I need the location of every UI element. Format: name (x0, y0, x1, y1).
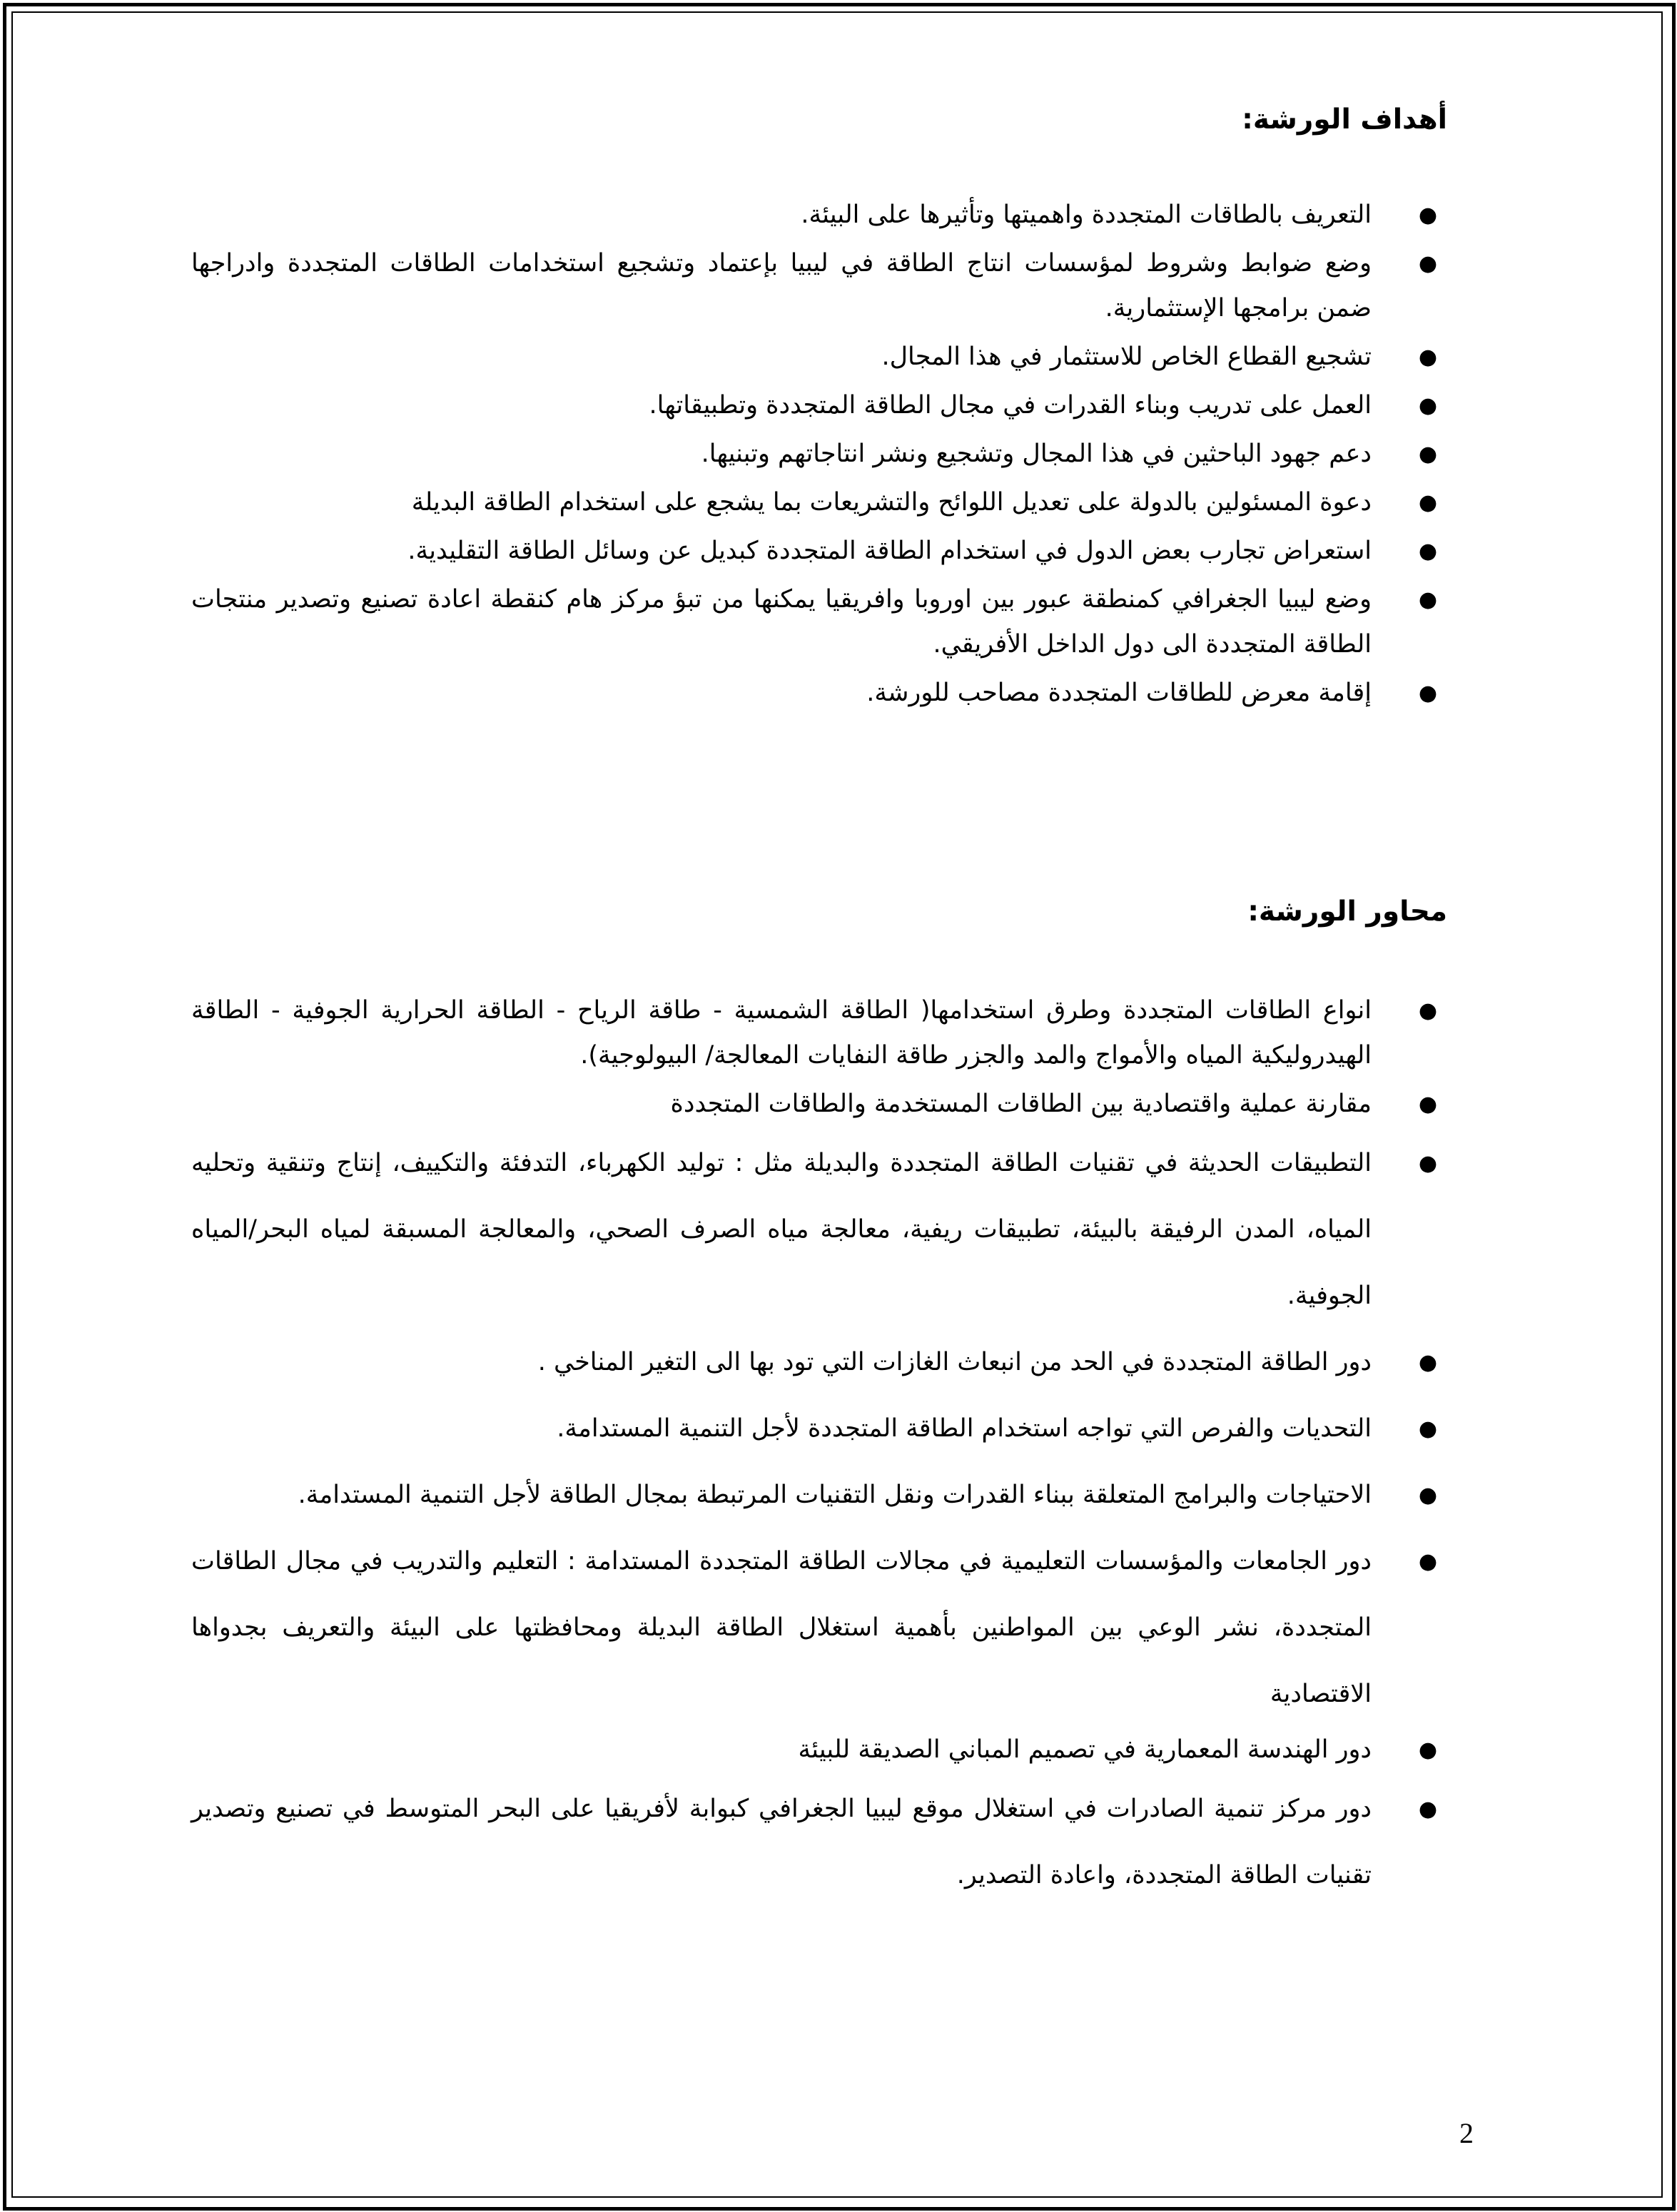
list-item (191, 480, 1447, 525)
bullet-icon: ● (1418, 587, 1437, 612)
list-item (191, 1082, 1447, 1127)
axes-heading: محاور الورشة: (1247, 896, 1447, 928)
list-item-text: تشجيع القطاع الخاص للاستثمار في هذا المجال. (881, 343, 1372, 371)
bullet-icon: ● (1418, 998, 1437, 1023)
bullet-icon: ● (1418, 442, 1437, 467)
bullet-icon: ● (1418, 1549, 1437, 1574)
bullet-icon: ● (1418, 1350, 1437, 1375)
bullet-icon: ● (1418, 681, 1437, 706)
list-item (191, 1130, 1447, 1329)
list-item (191, 432, 1447, 477)
bullet-icon: ● (1418, 1737, 1437, 1762)
bullet-icon: ● (1418, 1092, 1437, 1117)
list-item (191, 988, 1447, 1078)
list-item-text: دور الطاقة المتجددة في الحد من انبعاث الغازات التي تود بها الى التغير المناخي . (537, 1348, 1372, 1376)
list-item-text: التطبيقات الحديثة في تقنيات الطاقة المتجددة والبديلة مثل : توليد الكهرباء، التدفئة والتكييف، إنتاج وتنقية وتحليه المياه، المدن الرفيقة بالبيئة، تطبيقات ريفية، معالجة مياه الصرف الصحي، والمعالجة المسبقة لمياه البحر/المياه الجوفية. (191, 1149, 1372, 1310)
list-item-text: وضع ضوابط وشروط لمؤسسات انتاج الطاقة في ليبيا بإعتماد وتشجيع استخدامات الطاقات المتجددة وادراجها ضمن برامجها الإستثمارية. (191, 249, 1372, 323)
list-item (191, 241, 1447, 331)
bullet-icon: ● (1418, 1416, 1437, 1441)
list-item (191, 529, 1447, 574)
list-item-text: الاحتياجات والبرامج المتعلقة ببناء القدرات ونقل التقنيات المرتبطة بمجال الطاقة لأجل التنمية المستدامة. (298, 1481, 1372, 1509)
list-item-text: دور الهندسة المعمارية في تصميم المباني الصديقة للبيئة (798, 1735, 1372, 1764)
list-item-text: التعريف بالطاقات المتجددة واهميتها وتأثيرها على البيئة. (801, 201, 1372, 229)
list-item-text: العمل على تدريب وبناء القدرات في مجال الطاقة المتجددة وتطبيقاتها. (649, 391, 1372, 420)
list-item (191, 1396, 1447, 1462)
page-number: 2 (1459, 2117, 1474, 2149)
goals-list (191, 193, 1447, 719)
list-item (191, 1329, 1447, 1396)
bullet-icon: ● (1418, 1797, 1437, 1822)
list-item-text: التحديات والفرص التي تواجه استخدام الطاقة المتجددة لأجل التنمية المستدامة. (557, 1414, 1372, 1443)
bullet-icon: ● (1418, 345, 1437, 370)
list-item-text: استعراض تجارب بعض الدول في استخدام الطاقة المتجددة كبديل عن وسائل الطاقة التقليدية. (407, 537, 1372, 565)
list-item (191, 1528, 1447, 1728)
list-item (191, 193, 1447, 238)
bullet-icon: ● (1418, 539, 1437, 564)
goals-heading: أهداف الورشة: (1242, 103, 1447, 136)
list-item (191, 383, 1447, 428)
list-item-text: دور مركز تنمية الصادرات في استغلال موقع ليبيا الجغرافي كبوابة لأفريقيا على البحر المتوسط في تصنيع وتصدير تقنيات الطاقة المتجددة، واعادة التصدير. (191, 1795, 1372, 1889)
list-item-text: دعوة المسئولين بالدولة على تعديل اللوائح والتشريعات بما يشجع على استخدام الطاقة البديلة (411, 488, 1372, 517)
list-item-text: دعم جهود الباحثين في هذا المجال وتشجيع ونشر انتاجاتهم وتبنيها. (701, 440, 1372, 468)
bullet-icon: ● (1418, 1151, 1437, 1176)
axes-list (191, 988, 1447, 1909)
list-item-text: مقارنة عملية واقتصادية بين الطاقات المستخدمة والطاقات المتجددة (670, 1090, 1372, 1118)
list-item-text: انواع الطاقات المتجددة وطرق استخدامها( الطاقة الشمسية - طاقة الرياح - الطاقة الحرارية الجوفية - الطاقة الهيدروليكية المياه والأمواج والمد والجزر طاقة النفايات المعالجة/ البيولوجية). (191, 996, 1372, 1070)
list-item-text: دور الجامعات والمؤسسات التعليمية في مجالات الطاقة المتجددة المستدامة : التعليم والتدريب في مجال الطاقات المتجددة، نشر الوعي بين المواطنين بأهمية استغلال الطاقة البديلة ومحافظتها على البيئة والتعريف بجدواها الاقتصادية (191, 1547, 1372, 1708)
list-item (191, 577, 1447, 667)
list-item-text: إقامة معرض للطاقات المتجددة مصاحب للورشة. (866, 679, 1372, 707)
list-item (191, 671, 1447, 716)
list-item (191, 1776, 1447, 1909)
list-item (191, 335, 1447, 380)
bullet-icon: ● (1418, 1483, 1437, 1508)
list-item (191, 1728, 1447, 1772)
list-item (191, 1462, 1447, 1528)
list-item-text: وضع ليبيا الجغرافي كمنطقة عبور بين اوروبا وافريقيا يمكنها من تبؤ مركز هام كنقطة اعادة تصنيع وتصدير منتجات الطاقة المتجددة الى دول الداخل الأفريقي. (191, 585, 1372, 659)
bullet-icon: ● (1418, 251, 1437, 276)
bullet-icon: ● (1418, 393, 1437, 418)
bullet-icon: ● (1418, 490, 1437, 515)
bullet-icon: ● (1418, 203, 1437, 228)
